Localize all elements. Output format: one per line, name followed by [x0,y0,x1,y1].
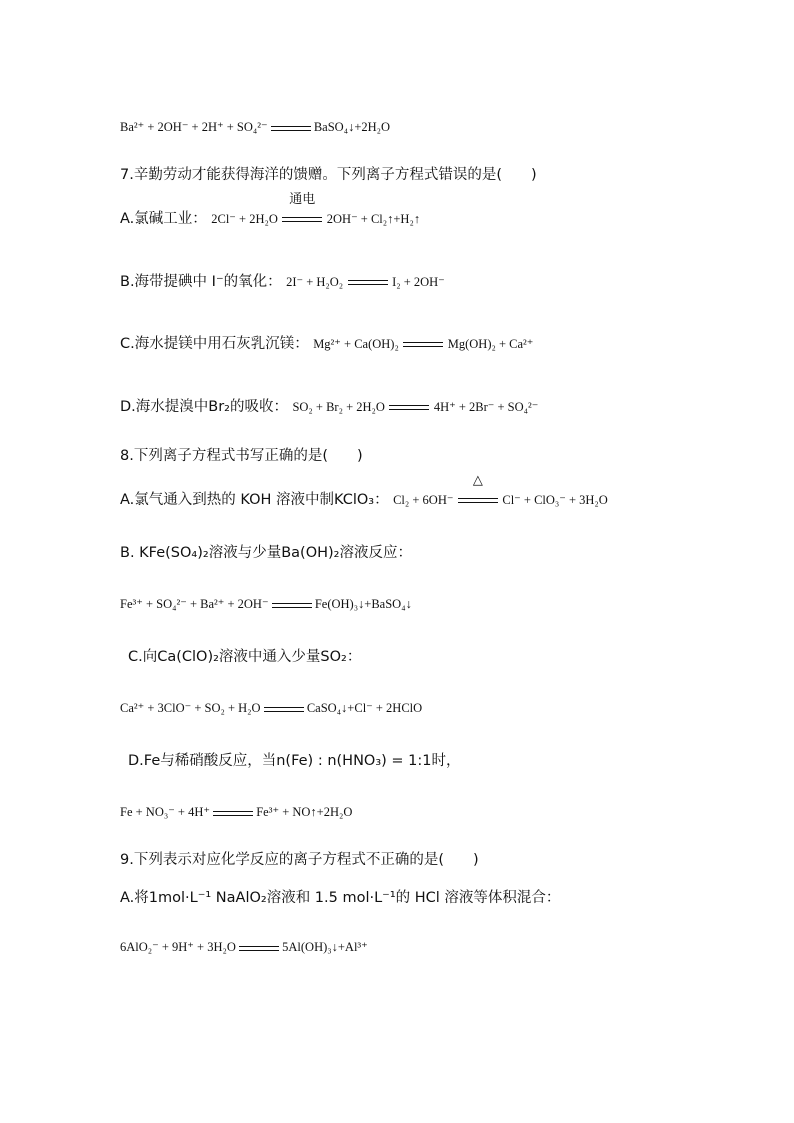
reaction-arrow [282,192,322,229]
equals-sign [271,126,311,131]
equation-lhs: 2I⁻ + H₂O₂ [286,275,344,289]
equation-lhs: Ca²⁺ + 3ClO⁻ + SO₂ + H₂O [120,701,261,715]
option-label: A.氯气通入到热的 KOH 溶液中制KClO₃： [120,492,389,508]
q7-option-d [120,397,754,417]
equation-rhs: 4H⁺ + 2Br⁻ + SO₄²⁻ [433,400,539,414]
equals-sign [458,498,498,503]
equation-lhs: Ba²⁺ + 2OH⁻ + 2H⁺ + SO₄²⁻ [120,120,268,134]
equation-rhs: Mg(OH)₂ + Ca²⁺ [447,337,534,351]
q9-option-a-equation [120,937,754,957]
q9-option-a-label: A.将1mol·L⁻¹ NaAlO₂溶液和 1.5 mol·L⁻¹的 HCl 溶液等体积混合： [120,890,561,906]
equals-sign [213,811,253,816]
equals-sign [348,280,388,285]
option-label: A.氯碱工业： [120,211,207,227]
equals-sign [282,217,322,222]
heat-symbol: △ [472,473,483,488]
equals-sign [239,946,279,951]
q8-option-c-label: C.向Ca(ClO)₂溶液中通入少量SO₂： [128,649,362,665]
option-label: C.海水提镁中用石灰乳沉镁： [120,336,309,352]
question-8-stem: 8.下列离子方程式书写正确的是( ) [120,448,363,464]
q8-option-a [120,473,754,510]
option-label: D.海水提溴中Br₂的吸收： [120,399,288,415]
q7-option-b [120,272,754,292]
q7-option-c [120,334,754,354]
q8-option-b-label: B. KFe(SO₄)₂溶液与少量Ba(OH)₂溶液反应： [120,545,412,561]
equation-lhs: SO₂ + Br₂ + 2H₂O [292,400,385,414]
equation-lhs: 2Cl⁻ + 2H₂O [211,212,278,226]
equals-sign [272,603,312,608]
equals-sign [403,342,443,347]
equation-rhs: CaSO₄↓+Cl⁻ + 2HClO [306,701,423,715]
q8-option-b-equation [120,594,754,614]
equation-lhs: Mg²⁺ + Ca(OH)₂ [313,337,399,351]
question-7-stem: 7.辛勤劳动才能获得海洋的馈赠。下列离子方程式错误的是( ) [120,167,537,183]
equals-sign [264,707,304,712]
equals-sign [389,405,429,410]
q7-option-a [120,192,754,229]
q8-option-d-equation [120,802,754,822]
reaction-condition: 通电 [289,192,316,207]
equation-rhs: 5Al(OH)₃↓+Al³⁺ [282,940,368,954]
question-9-stem: 9.下列表示对应化学反应的离子方程式不正确的是( ) [120,852,479,868]
reaction-arrow [458,473,498,510]
option-label: B.海带提碘中 I⁻的氧化： [120,274,282,290]
equation-rhs: I₂ + 2OH⁻ [392,275,445,289]
prev-equation [120,117,754,137]
equation-rhs: BaSO₄↓+2H₂O [313,120,391,134]
equation-rhs: 2OH⁻ + Cl₂↑+H₂↑ [326,212,421,226]
equation-rhs: Cl⁻ + ClO₃⁻ + 3H₂O [502,493,608,507]
equation-rhs: Fe(OH)₃↓+BaSO₄↓ [314,597,412,611]
q8-option-d-label: D.Fe与稀硝酸反应，当n(Fe) : n(HNO₃) = 1:1时， [128,753,461,769]
equation-lhs: Cl₂ + 6OH⁻ [393,493,454,507]
q8-option-c-equation [120,698,754,718]
equation-lhs: Fe + NO₃⁻ + 4H⁺ [120,805,210,819]
equation-lhs: 6AlO₂⁻ + 9H⁺ + 3H₂O [120,940,236,954]
equation-rhs: Fe³⁺ + NO↑+2H₂O [256,805,353,819]
equation-lhs: Fe³⁺ + SO₄²⁻ + Ba²⁺ + 2OH⁻ [120,597,269,611]
